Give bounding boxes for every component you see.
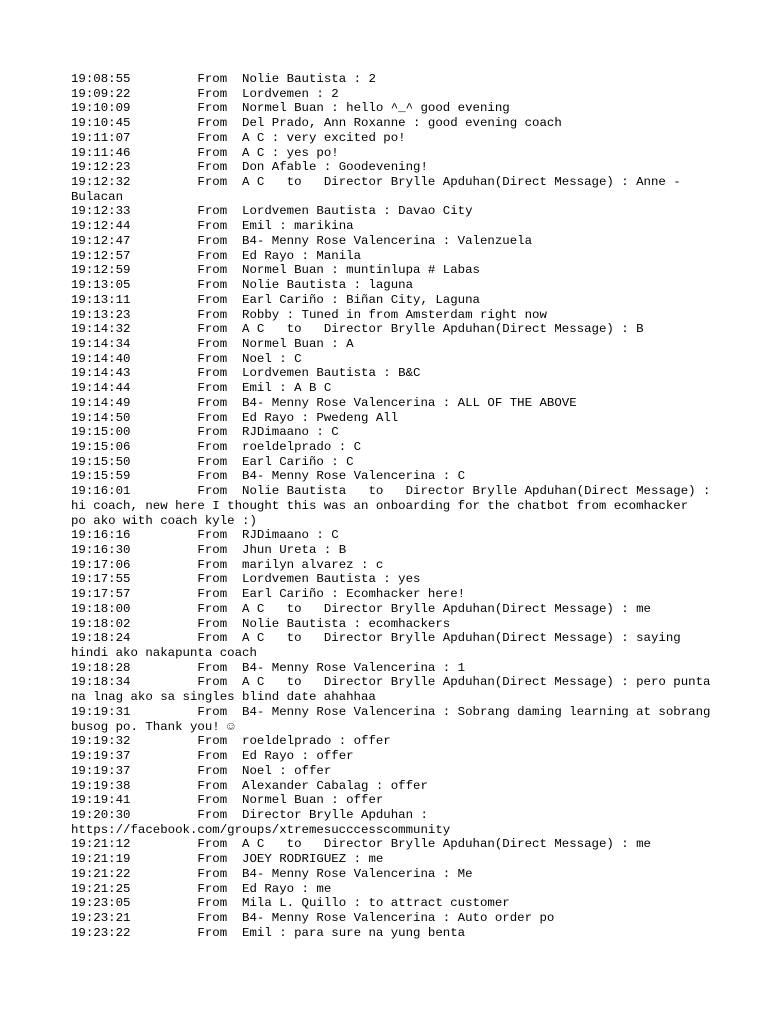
chat-log-line: 19:12:32 From A C to Director Brylle Apduhan(Direct Message) : Anne - xyxy=(71,175,681,190)
chat-log-line: 19:12:57 From Ed Rayo : Manila xyxy=(71,248,362,263)
chat-log-line: 19:18:34 From A C to Director Brylle Apduhan(Direct Message) : pero punta xyxy=(71,675,711,690)
chat-log-line: 19:11:46 From A C : yes po! xyxy=(71,145,339,160)
chat-log-line: 19:18:00 From A C to Director Brylle Apduhan(Direct Message) : me xyxy=(71,601,651,616)
chat-log-line: 19:17:55 From Lordvemen Bautista : yes xyxy=(71,572,421,587)
chat-log-line: 19:14:34 From Normel Buan : A xyxy=(71,336,354,351)
chat-log-line: 19:14:32 From A C to Director Brylle Apduhan(Direct Message) : B xyxy=(71,322,644,337)
chat-log-line: 19:10:09 From Normel Buan : hello ^_^ good evening xyxy=(71,101,510,116)
chat-log-line: 19:20:30 From Director Brylle Apduhan : xyxy=(71,807,428,822)
chat-log-line: 19:18:28 From B4- Menny Rose Valencerina : 1 xyxy=(71,660,466,675)
chat-log-line: 19:18:24 From A C to Director Brylle Apduhan(Direct Message) : saying xyxy=(71,631,681,646)
chat-log-line: 19:14:40 From Noel : C xyxy=(71,351,302,366)
chat-log-line: 19:10:45 From Del Prado, Ann Roxanne : good evening coach xyxy=(71,116,562,131)
chat-log-line: 19:21:25 From Ed Rayo : me xyxy=(71,881,332,896)
chat-log-line: 19:16:30 From Jhun Ureta : B xyxy=(71,543,347,557)
chat-log-line: 19:14:44 From Emil : A B C xyxy=(71,381,332,396)
chat-log-line: busog po. Thank you! ☺ xyxy=(71,719,235,734)
chat-log-line: 19:15:00 From RJDimaano : C xyxy=(71,425,339,440)
chat-log-line: 19:19:37 From Ed Rayo : offer xyxy=(71,749,354,764)
chat-log-line: 19:15:59 From B4- Menny Rose Valencerina : C xyxy=(71,469,466,484)
chat-log-transcript xyxy=(71,72,711,940)
chat-log-line: 19:19:38 From Alexander Cabalag : offer xyxy=(71,778,428,793)
chat-log-line: 19:15:50 From Earl Cariño : C xyxy=(71,454,354,469)
chat-log-line: 19:17:57 From Earl Cariño : Ecomhacker here! xyxy=(71,587,466,602)
chat-log-line: 19:16:01 From Nolie Bautista to Director Brylle Apduhan(Direct Message) : xyxy=(71,484,711,499)
chat-log-line: 19:17:06 From marilyn alvarez : c xyxy=(71,557,384,572)
chat-log-line: 19:21:22 From B4- Menny Rose Valencerina : Me xyxy=(71,866,473,881)
chat-log-line: 19:19:31 From B4- Menny Rose Valencerina : Sobrang daming learning at sobrang xyxy=(71,704,711,719)
chat-log-line: 19:12:23 From Don Afable : Goodevening! xyxy=(71,160,428,175)
chat-log-line: 19:21:19 From JOEY RODRIGUEZ : me xyxy=(71,852,384,867)
chat-log-line: https://facebook.com/groups/xtremesucccesscommunity xyxy=(71,822,451,837)
chat-log-line: na lnag ako sa singles blind date ahahhaa xyxy=(71,690,376,705)
chat-log-line: 19:11:07 From A C : very excited po! xyxy=(71,130,406,145)
chat-log-line: 19:09:22 From Lordvemen : 2 xyxy=(71,86,339,101)
chat-log-line: 19:21:12 From A C to Director Brylle Apduhan(Direct Message) : me xyxy=(71,837,651,852)
chat-log-line: 19:19:37 From Noel : offer xyxy=(71,763,332,778)
chat-log-line: hindi ako nakapunta coach xyxy=(71,646,257,661)
chat-log-line: 19:12:59 From Normel Buan : muntinlupa # Labas xyxy=(71,263,480,278)
chat-log-line: 19:12:33 From Lordvemen Bautista : Davao City xyxy=(71,204,473,219)
chat-log-line: 19:13:23 From Robby : Tuned in from Amsterdam right now xyxy=(71,307,547,322)
chat-log-line: 19:12:44 From Emil : marikina xyxy=(71,219,354,234)
chat-log-line: 19:16:16 From RJDimaano : C xyxy=(71,528,339,543)
chat-log-line: 19:08:55 From Nolie Bautista : 2 xyxy=(71,72,376,86)
chat-log-line: 19:14:50 From Ed Rayo : Pwedeng All xyxy=(71,410,399,425)
chat-log-line: 19:12:47 From B4- Menny Rose Valencerina : Valenzuela xyxy=(71,233,533,248)
chat-log-line: 19:19:32 From roeldelprado : offer xyxy=(71,734,391,749)
chat-log-line: 19:15:06 From roeldelprado : C xyxy=(71,439,362,454)
chat-log-line: 19:14:49 From B4- Menny Rose Valencerina : ALL OF THE ABOVE xyxy=(71,395,577,410)
chat-log-line: hi coach, new here I thought this was an onboarding for the chatbot from ecomhacker xyxy=(71,498,689,513)
chat-log-line: Bulacan xyxy=(71,189,124,204)
chat-log-line: 19:14:43 From Lordvemen Bautista : B&C xyxy=(71,366,421,381)
chat-log-line: 19:23:21 From B4- Menny Rose Valencerina : Auto order po xyxy=(71,910,555,925)
chat-log-line: 19:13:05 From Nolie Bautista : laguna xyxy=(71,278,414,293)
chat-log-line: 19:23:05 From Mila L. Quillo : to attract customer xyxy=(71,896,510,911)
chat-log-line: 19:23:22 From Emil : para sure na yung benta xyxy=(71,925,466,940)
chat-log-line: 19:19:41 From Normel Buan : offer xyxy=(71,793,384,808)
chat-log-line: 19:13:11 From Earl Cariño : Biñan City, Laguna xyxy=(71,292,480,307)
chat-log-line: po ako with coach kyle :) xyxy=(71,513,257,528)
chat-log-line: 19:18:02 From Nolie Bautista : ecomhackers xyxy=(71,616,451,631)
